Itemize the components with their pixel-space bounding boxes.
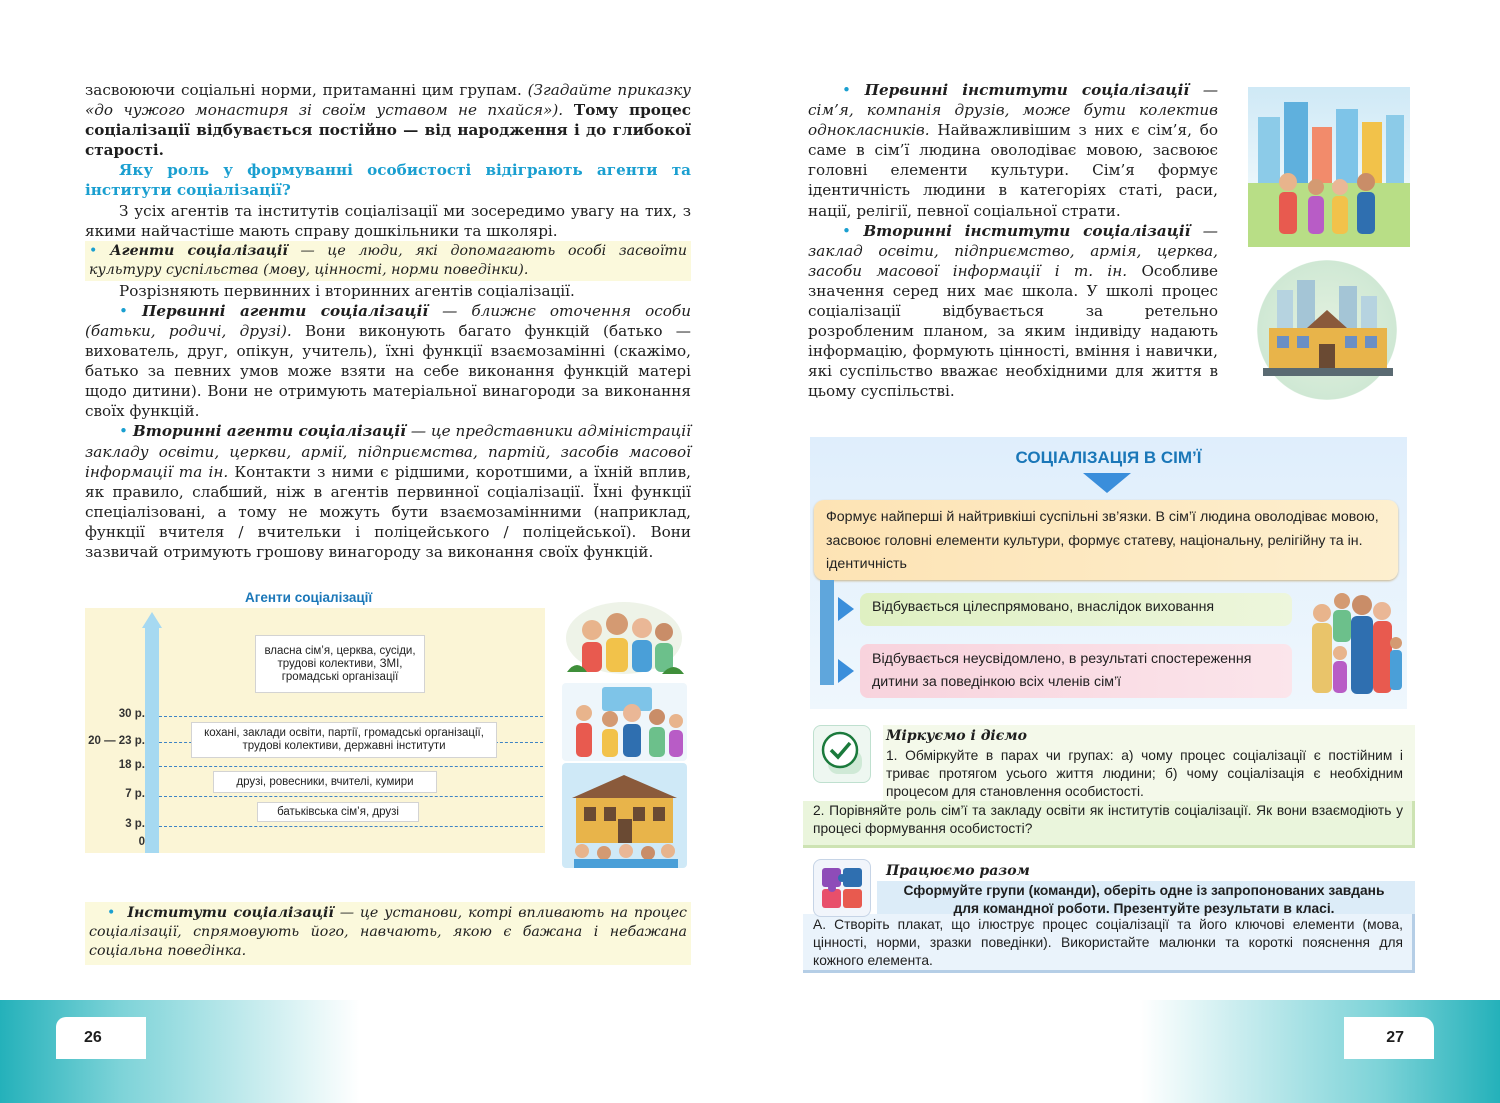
paragraph: З усіх агентів та інститутів соціалізації ми зосередимо увагу на тих, з якими найчастіше мають справу дошкільники та школярі. bbox=[85, 201, 691, 240]
page-number-right: 27 bbox=[1344, 1017, 1434, 1059]
secondary-agents-paragraph: • Вторинні агенти соціалізації — це представники адміністрації закладу освіти, церкви, армії, підприємства, партій, засобів масової інформації та ін. Контакти з ними є рідшими, коротшими, а їхній вплив, як правило, слабший, ніж в агентів первинної соціалізації. Їхні функції спеціалізовані, а тому не можуть бути взаємозамінними (наприклад, функції вчителя / вчительки і поліцейського / поліцейської). Вони зазвичай отримують грошову винагороду за виконання своїх функцій. bbox=[85, 422, 691, 561]
teacher-students-illustration bbox=[562, 683, 687, 761]
primary-agents-paragraph: • Первинні агенти соціалізації — ближнє оточення особи (батьки, родичі, друзі). Вони виконують багато функцій (батько — вихователь, друг, опікун, учитель), їхні функції взаємозамінні (скажімо, батько за певних умов може взяти на себе виконання функцій матері щодо дитини). Вони не отримують матеріальної винагороди за виконання своїх функцій. bbox=[85, 301, 691, 421]
paragraph: засвоюючи соціальні норми, притаманні цим групам. (Згадайте приказку «до чужого монастиря зі своїм уставом не пхайся»). Тому процес соціалізації відбувається постійно — від народження і до глибокої старості. bbox=[85, 81, 691, 160]
family-main-box: Формує найперші й найтривкіші суспільні зв’язки. В сім’ї людина оволодіває мовою, засвоює головні елементи культури, формує статеву, національну, релігійну та ін. ідентичність bbox=[814, 500, 1398, 580]
agents-chart bbox=[85, 608, 545, 853]
gridline bbox=[159, 826, 543, 827]
page-number-left: 26 bbox=[56, 1017, 146, 1059]
section-question: Яку роль у формуванні особистості відіграють агенти та інститути соціалізації? bbox=[85, 161, 691, 200]
tick-label: 0 bbox=[138, 836, 145, 848]
arrow-right-icon bbox=[838, 659, 854, 683]
task-think-and-act bbox=[803, 725, 1415, 847]
chart-box: батьківська сім’я, друзі bbox=[257, 802, 419, 822]
gridline bbox=[159, 716, 543, 717]
paragraph: Розрізняють первинних і вторинних агентів соціалізації. bbox=[119, 281, 575, 300]
task-title: Міркуємо і діємо bbox=[886, 728, 1027, 744]
tick-label: 18 р. bbox=[118, 759, 145, 771]
tick-label: 3 р. bbox=[125, 818, 145, 830]
tick-label: 30 р. bbox=[118, 708, 145, 720]
age-axis bbox=[145, 626, 159, 853]
agents-chart-title: Агенти соціалізації bbox=[245, 590, 373, 605]
arrow-down-icon bbox=[1083, 473, 1131, 493]
arrow-up-icon bbox=[142, 612, 162, 628]
school-building-illustration bbox=[562, 763, 687, 868]
task-question-2: 2. Порівняйте роль сім’ї та закладу освіти як інститутів соціалізації. Як вони взаємодіють у процесі формування особистості? bbox=[813, 803, 1403, 836]
page-footer bbox=[0, 1000, 1500, 1103]
chart-box: кохані, заклади освіти, партії, громадські організації, трудові колективи, державні інститути bbox=[191, 722, 497, 758]
task-instruction: Сформуйте групи (команди), оберіть одне із запропонованих завдань для командної роботи. Презентуйте результати в класі. bbox=[903, 883, 1385, 916]
task-a: А. Створіть плакат, що ілюструє процес соціалізації та його ключові елементи (мова, цінності, норми, зразки поведінки). Використайте малюнки та короткі пояснення для кожного елемента. bbox=[813, 917, 1403, 968]
primary-institutes-paragraph: • Первинні інститути соціалізації — сім’я, компанія друзів, може бути колектив однокласників. Найважливішим з них є сім’я, бо саме в сім’ї людина оволодіває мовою, засвоює головні елементи культури. Сім’я формує ідентичність людини в категоріях статі, раси, нації, релігії, певної соціальної страти. bbox=[808, 81, 1219, 220]
school-city-illustration bbox=[1257, 260, 1397, 400]
task-work-together bbox=[803, 857, 1415, 973]
task-question-1: 1. Обміркуйте в парах чи групах: а) чому процес соціалізації є постійним і триває протягом усього життя людини; б) чому соціалізація є необхідним процесом для становлення особистості. bbox=[886, 748, 1403, 799]
definition-agents: • Агенти соціалізації — це люди, які допомагають особі засвоїти культуру суспільства (мову, цінності, норми поведінки). bbox=[85, 241, 691, 281]
family-illustration bbox=[1300, 587, 1404, 702]
family-item-unconscious: Відбувається неусвідомлено, в результаті спостереження дитини за поведінкою всіх членів сім’ї bbox=[860, 644, 1292, 698]
tick-label: 20 — 23 р. bbox=[88, 735, 145, 747]
task-title: Працюємо разом bbox=[886, 863, 1030, 879]
chart-box: друзі, ровесники, вчителі, кумири bbox=[213, 771, 437, 793]
puzzle-icon bbox=[813, 859, 871, 917]
checkmark-chat-icon bbox=[813, 725, 871, 783]
tick-label: 7 р. bbox=[125, 788, 145, 800]
arrow-right-icon bbox=[838, 597, 854, 621]
group-of-people-illustration bbox=[562, 598, 687, 678]
family-item-purposeful: Відбувається цілеспрямовано, внаслідок виховання bbox=[860, 593, 1292, 626]
left-column bbox=[85, 80, 691, 562]
right-column bbox=[808, 80, 1218, 402]
family-socialization-block bbox=[810, 437, 1407, 709]
definition-institutes: • Інститути соціалізації — це установи, котрі впливають на процес соціалізації, спрямовують його, навчають, якою є бажана і небажана соціальна поведінка. bbox=[85, 902, 691, 965]
secondary-institutes-paragraph: • Вторинні інститути соціалізації — заклад освіти, підприємство, армія, церква, засоби масової інформації і т. ін. Особливе значення серед них має школа. У школі процес соціалізації відбувається за ретельно розробленим планом, за яким індивіду надають інформацію, формують цінності, вміння і навички, які суспільство вважає необхідними для життя в цьому суспільстві. bbox=[808, 221, 1218, 401]
chart-box: власна сім’я, церква, сусіди, трудові колективи, ЗМІ, громадські організації bbox=[255, 635, 425, 693]
family-city-illustration bbox=[1248, 87, 1410, 247]
gridline bbox=[159, 796, 543, 797]
family-block-title: СОЦІАЛІЗАЦІЯ В СІМ’Ї bbox=[1015, 448, 1202, 467]
gridline bbox=[159, 766, 543, 767]
